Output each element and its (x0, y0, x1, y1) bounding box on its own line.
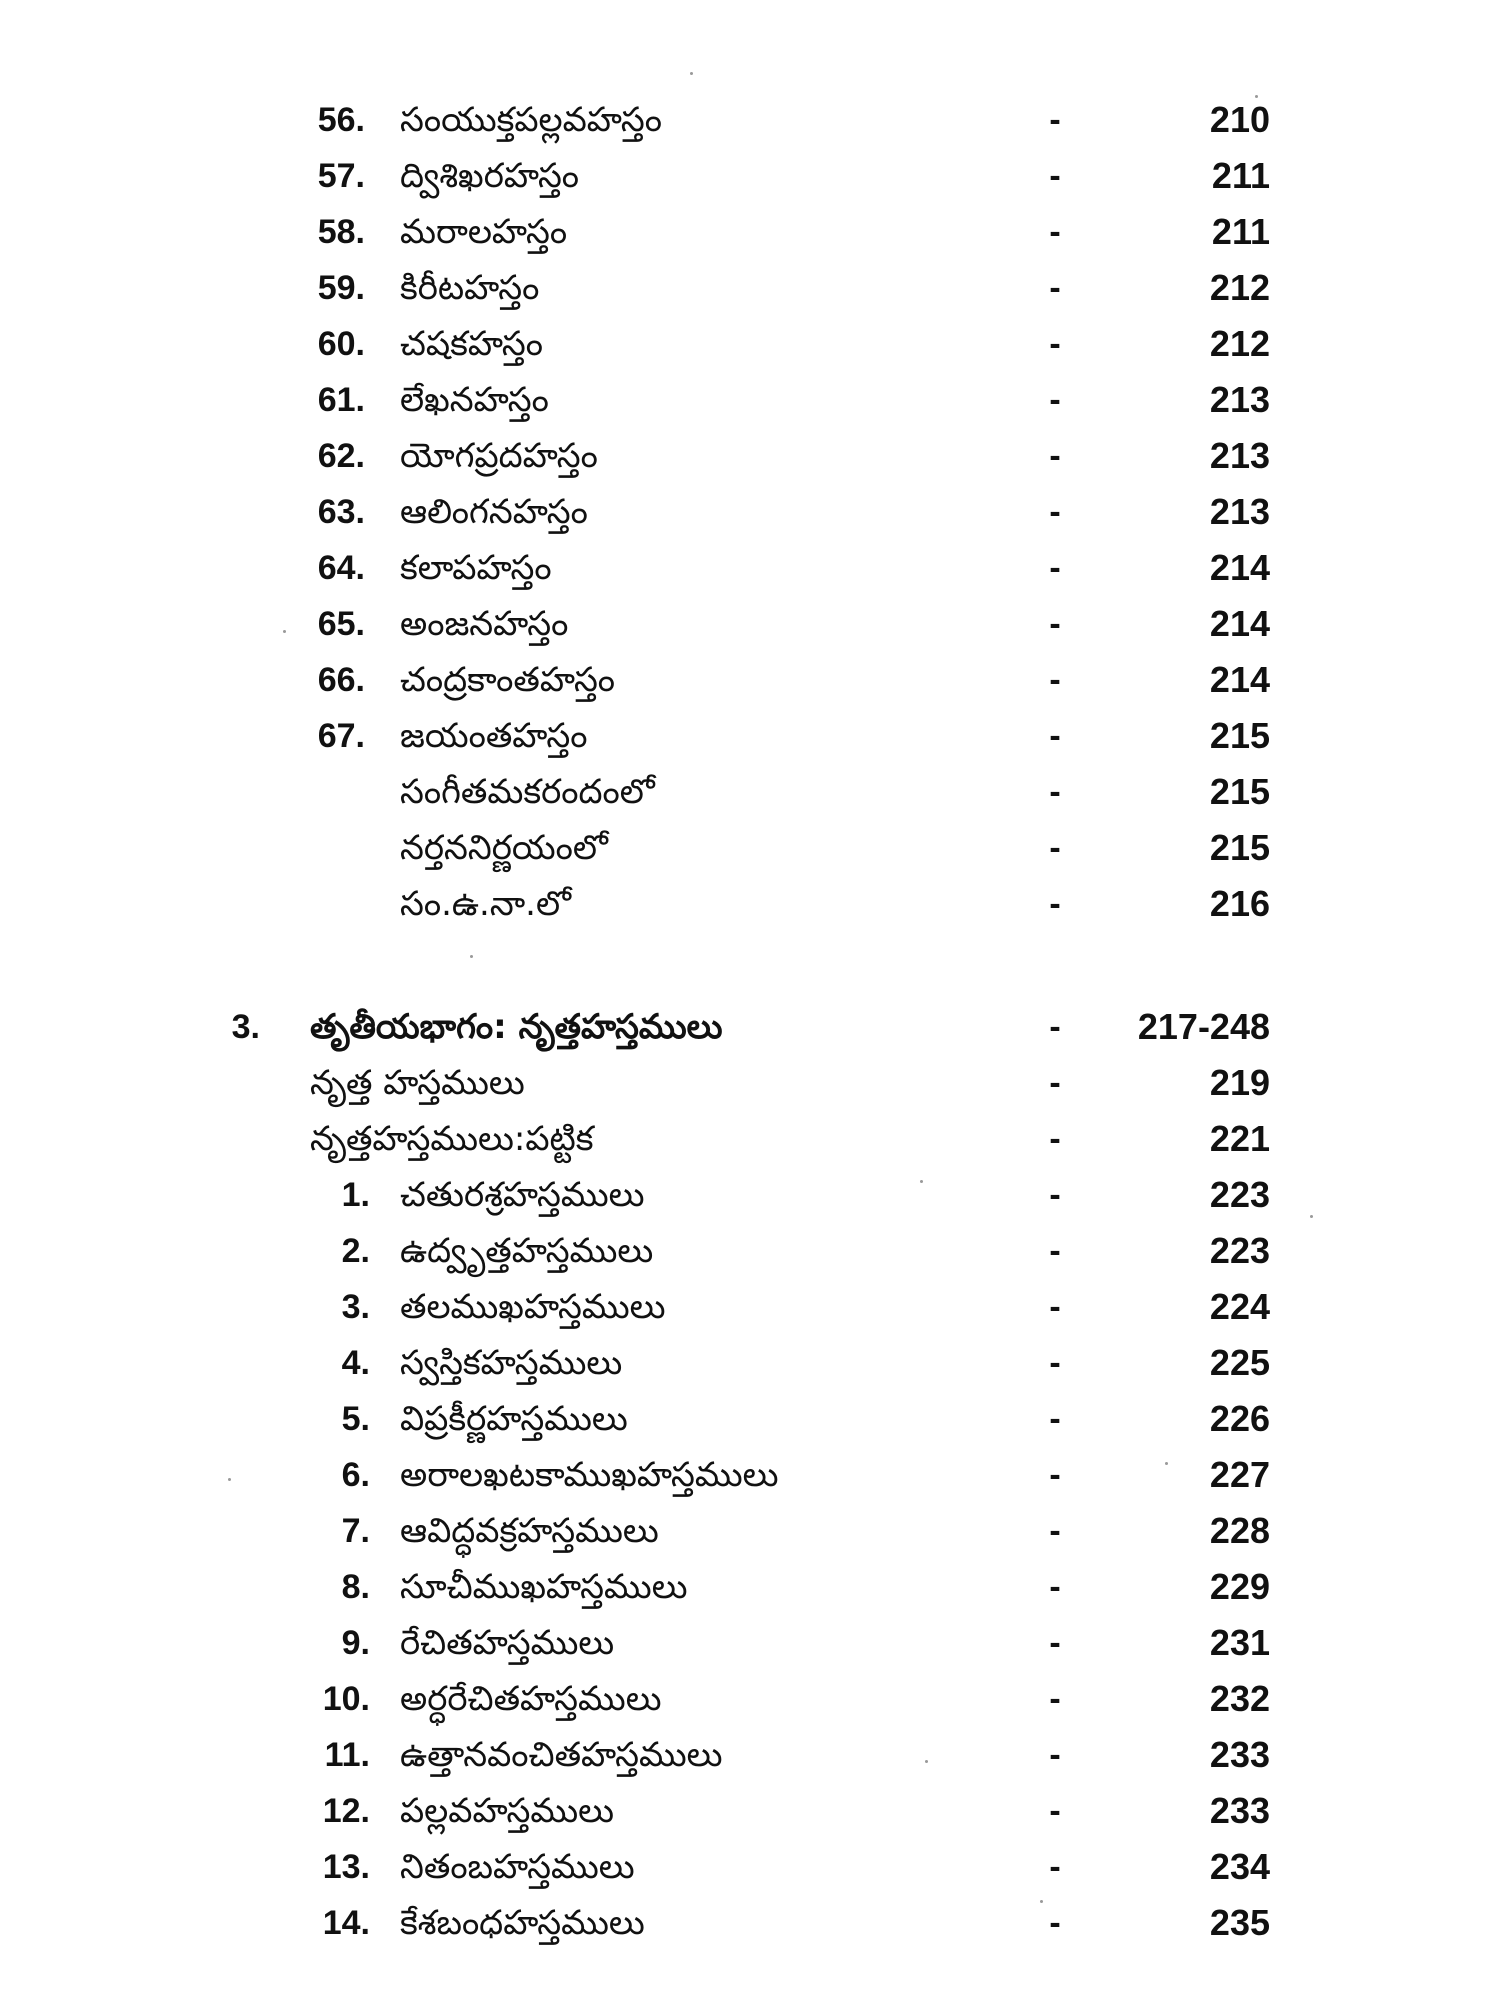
toc-row[interactable] (0, 207, 1500, 257)
leader-dash: - (1049, 1512, 1061, 1550)
leader-dash: - (1049, 213, 1061, 251)
entry-title: కేశబంధహస్తములు (400, 1903, 645, 1943)
toc-row[interactable] (0, 431, 1500, 481)
leader-dash: - (1049, 549, 1061, 587)
entry-page: 227 (1209, 1454, 1270, 1495)
entry-title: సం.ఉ.నా.లో (400, 884, 571, 924)
entry-title: కలాపహస్తం (400, 548, 552, 588)
entry-title: చతురశ్రహస్తములు (400, 1175, 645, 1215)
entry-number: 3. (341, 1288, 370, 1326)
entry-number: 58. (317, 213, 365, 251)
toc-row[interactable] (0, 319, 1500, 369)
entry-page: 214 (1209, 547, 1270, 588)
toc-row[interactable] (0, 599, 1500, 649)
entry-page: 225 (1209, 1342, 1270, 1383)
entry-title: సంగీతమకరందంలో (400, 772, 655, 812)
leader-dash: - (1049, 157, 1061, 195)
entry-title: చషకహస్తం (400, 324, 544, 364)
entry-title: చంద్రకాంతహస్తం (400, 660, 616, 700)
toc-row[interactable] (0, 655, 1500, 705)
entry-number: 61. (317, 381, 365, 419)
entry-number: 10. (322, 1680, 370, 1718)
leader-dash: - (1049, 1176, 1061, 1214)
entry-number: 60. (317, 325, 365, 363)
entry-title: యోగప్రదహస్తం (400, 436, 598, 476)
entry-number: 67. (317, 717, 365, 755)
entry-page: 214 (1209, 603, 1270, 644)
entry-number: 57. (317, 157, 365, 195)
entry-page: 221 (1209, 1118, 1270, 1159)
part-title: తృతీయభాగం: నృత్తహస్తములు (310, 1007, 723, 1047)
entry-title: రేచితహస్తములు (400, 1623, 615, 1663)
entry-page: 231 (1209, 1622, 1270, 1663)
part-page-range: 217-248 (1137, 1006, 1270, 1047)
leader-dash: - (1049, 1288, 1061, 1326)
leader-dash: - (1049, 381, 1061, 419)
toc-row[interactable] (0, 1730, 1500, 1780)
leader-dash: - (1049, 1736, 1061, 1774)
leader-dash: - (1049, 1064, 1061, 1102)
toc-row[interactable] (0, 151, 1500, 201)
entry-page: 228 (1209, 1510, 1270, 1551)
entry-number: 7. (341, 1512, 370, 1550)
entry-number: 1. (341, 1176, 370, 1214)
entry-title: ఉత్తానవంచితహస్తములు (400, 1735, 723, 1775)
entry-number: 8. (341, 1568, 370, 1606)
entry-title: నర్తననిర్ణయంలో (400, 828, 608, 868)
toc-row[interactable] (0, 1674, 1500, 1724)
entry-title: ఆలింగనహస్తం (400, 492, 588, 532)
entry-page: 215 (1209, 715, 1270, 756)
toc-row[interactable] (0, 823, 1500, 873)
toc-row[interactable] (0, 95, 1500, 145)
entry-number: 65. (317, 605, 365, 643)
toc-row[interactable] (0, 487, 1500, 537)
entry-title: అరాలఖటకాముఖహస్తములు (400, 1455, 779, 1495)
entry-title: కిరీటహస్తం (400, 268, 540, 308)
toc-row[interactable] (0, 711, 1500, 761)
entry-title: సంయుక్తపల్లవహస్తం (400, 100, 662, 140)
scan-speck (1255, 95, 1258, 98)
scan-speck (1310, 1215, 1313, 1218)
entry-page: 226 (1209, 1398, 1270, 1439)
leader-dash: - (1049, 661, 1061, 699)
subheading-title: నృత్త హస్తములు (310, 1063, 525, 1103)
entry-page: 211 (1211, 155, 1270, 196)
leader-dash: - (1049, 829, 1061, 867)
toc-row[interactable] (0, 1394, 1500, 1444)
toc-row[interactable] (0, 1282, 1500, 1332)
toc-row[interactable] (0, 1898, 1500, 1948)
entry-title: విప్రకీర్ణహస్తములు (400, 1399, 628, 1439)
entry-number: 59. (317, 269, 365, 307)
subheading-title: నృత్తహస్తములు:పట్టిక (310, 1119, 594, 1159)
leader-dash: - (1049, 773, 1061, 811)
entry-title: ద్విశిఖరహస్తం (400, 156, 580, 196)
entry-page: 212 (1209, 267, 1270, 308)
entry-page: 223 (1209, 1230, 1270, 1271)
toc-row[interactable] (0, 1842, 1500, 1892)
entry-page: 232 (1209, 1678, 1270, 1719)
entry-page: 212 (1209, 323, 1270, 364)
entry-number: 12. (322, 1792, 370, 1830)
leader-dash: - (1049, 605, 1061, 643)
entry-title: సూచీముఖహస్తములు (400, 1567, 688, 1607)
entry-number: 4. (341, 1344, 370, 1382)
entry-page: 213 (1209, 379, 1270, 420)
entry-page: 224 (1209, 1286, 1270, 1327)
part3-heading[interactable] (0, 1002, 1500, 1052)
leader-dash: - (1049, 269, 1061, 307)
entry-title: ఉద్వృత్తహస్తములు (400, 1231, 654, 1271)
entry-title: తలముఖహస్తములు (400, 1287, 666, 1327)
entry-number: 62. (317, 437, 365, 475)
toc-row[interactable] (0, 1338, 1500, 1388)
entry-number: 5. (341, 1400, 370, 1438)
entry-page: 229 (1209, 1566, 1270, 1607)
entry-page: 211 (1211, 211, 1270, 252)
scan-speck (690, 72, 693, 75)
leader-dash: - (1049, 1232, 1061, 1270)
toc-row[interactable] (0, 375, 1500, 425)
leader-dash: - (1049, 325, 1061, 363)
scan-speck (283, 630, 286, 633)
leader-dash: - (1049, 1344, 1061, 1382)
leader-dash: - (1049, 1904, 1061, 1942)
scan-speck (920, 1180, 923, 1183)
toc-row[interactable] (0, 1226, 1500, 1276)
scan-speck (470, 955, 473, 958)
entry-page: 210 (1209, 99, 1270, 140)
leader-dash: - (1049, 1008, 1061, 1046)
entry-title: జయంతహస్తం (400, 716, 588, 756)
entry-page: 215 (1209, 827, 1270, 868)
leader-dash: - (1049, 1680, 1061, 1718)
toc-row[interactable] (0, 1786, 1500, 1836)
leader-dash: - (1049, 717, 1061, 755)
toc-subheading-row[interactable] (0, 1114, 1500, 1164)
entry-number: 2. (341, 1232, 370, 1270)
leader-dash: - (1049, 1624, 1061, 1662)
entry-page: 233 (1209, 1790, 1270, 1831)
entry-number: 13. (322, 1848, 370, 1886)
entry-title: అర్ధరేచితహస్తములు (400, 1679, 662, 1719)
entry-title: స్వస్తికహస్తములు (400, 1343, 623, 1383)
toc-row[interactable] (0, 1450, 1500, 1500)
leader-dash: - (1049, 885, 1061, 923)
leader-dash: - (1049, 1568, 1061, 1606)
part-number: 3. (231, 1008, 260, 1046)
entry-number: 56. (317, 101, 365, 139)
entry-page: 219 (1209, 1062, 1270, 1103)
toc-row[interactable] (0, 1562, 1500, 1612)
scan-speck (228, 1478, 231, 1481)
leader-dash: - (1049, 1400, 1061, 1438)
leader-dash: - (1049, 101, 1061, 139)
entry-page: 214 (1209, 659, 1270, 700)
leader-dash: - (1049, 1456, 1061, 1494)
entry-number: 6. (341, 1456, 370, 1494)
entry-page: 235 (1209, 1902, 1270, 1943)
entry-number: 66. (317, 661, 365, 699)
entry-number: 9. (341, 1624, 370, 1662)
toc-row[interactable] (0, 543, 1500, 593)
toc-row[interactable] (0, 1506, 1500, 1556)
entry-number: 11. (324, 1736, 370, 1774)
toc-row[interactable] (0, 767, 1500, 817)
entry-page: 233 (1209, 1734, 1270, 1775)
leader-dash: - (1049, 1120, 1061, 1158)
toc-subheading-row[interactable] (0, 1058, 1500, 1108)
toc-row[interactable] (0, 263, 1500, 313)
entry-page: 215 (1209, 771, 1270, 812)
scan-speck (1040, 1900, 1043, 1903)
entry-page: 234 (1209, 1846, 1270, 1887)
toc-row[interactable] (0, 879, 1500, 929)
leader-dash: - (1049, 437, 1061, 475)
toc-row[interactable] (0, 1618, 1500, 1668)
leader-dash: - (1049, 493, 1061, 531)
entry-title: పల్లవహస్తములు (400, 1791, 614, 1831)
entry-title: లేఖనహస్తం (400, 380, 549, 420)
entry-number: 14. (322, 1904, 370, 1942)
entry-page: 223 (1209, 1174, 1270, 1215)
entry-title: నితంబహస్తములు (400, 1847, 635, 1887)
leader-dash: - (1049, 1792, 1061, 1830)
scan-speck (1165, 1462, 1168, 1465)
entry-page: 213 (1209, 491, 1270, 532)
entry-number: 63. (317, 493, 365, 531)
entry-title: మరాలహస్తం (400, 212, 568, 252)
toc-row[interactable] (0, 1170, 1500, 1220)
scan-speck (925, 1760, 928, 1763)
entry-title: ఆవిద్ధవక్రహస్తములు (400, 1511, 659, 1551)
leader-dash: - (1049, 1848, 1061, 1886)
entry-page: 216 (1209, 883, 1270, 924)
entry-title: అంజనహస్తం (400, 604, 569, 644)
entry-page: 213 (1209, 435, 1270, 476)
entry-number: 64. (317, 549, 365, 587)
